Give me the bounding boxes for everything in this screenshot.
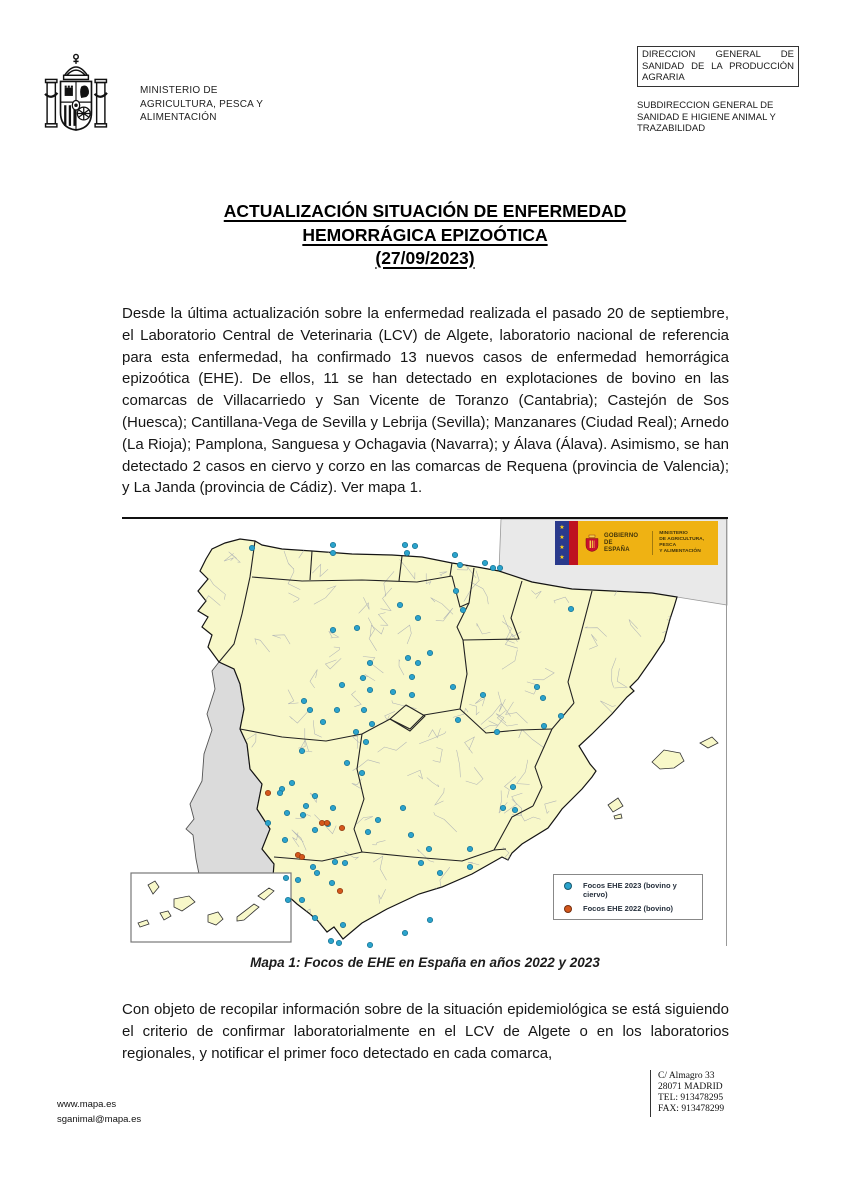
government-banner: [555, 521, 718, 565]
text-line: SUBDIRECCION GENERAL DE: [637, 100, 774, 111]
focus-2023-dot: [490, 565, 495, 570]
focus-2023-dot: [412, 543, 417, 548]
focus-2022-dot: [339, 825, 344, 830]
comarca-line: [609, 856, 618, 868]
focus-2023-dot: [330, 550, 335, 555]
focus-2023-dot: [285, 897, 290, 902]
text-line: ALIMENTACIÓN: [140, 112, 217, 123]
focus-2023-dot: [361, 707, 366, 712]
focus-2023-dot: [312, 827, 317, 832]
comarca-line: [470, 915, 494, 926]
focus-2023-dot: [300, 812, 305, 817]
focus-2023-dot: [307, 707, 312, 712]
text-line: 28071 MADRID: [658, 1082, 723, 1092]
focus-2023-dot: [480, 692, 485, 697]
focus-2023-dot: [427, 917, 432, 922]
comarca-line: [607, 730, 615, 740]
focus-2023-dot: [282, 837, 287, 842]
focus-2023-dot: [329, 880, 334, 885]
focus-2023-dot: [404, 550, 409, 555]
direccion-general-box: [637, 46, 799, 87]
focus-2022-dot: [337, 888, 342, 893]
focus-2023-dot: [342, 860, 347, 865]
focus-2023-dot: [277, 790, 282, 795]
focus-2023-dot: [453, 588, 458, 593]
focus-2023-dot: [397, 602, 402, 607]
spain-foci-map: [122, 519, 728, 951]
focus-2023-dot: [312, 915, 317, 920]
focus-2023-dot: [390, 689, 395, 694]
focus-2023-dot: [415, 615, 420, 620]
focus-2023-dot: [332, 859, 337, 864]
comarca-line: [651, 692, 665, 715]
focus-2023-dot: [455, 717, 460, 722]
comarca-line: [509, 855, 523, 879]
comarca-line: [496, 876, 502, 888]
comarca-line: [299, 933, 308, 947]
focus-2023-dot: [452, 552, 457, 557]
comarca-line: [625, 844, 637, 854]
ministerio-wordmark: [652, 531, 718, 555]
legend-label-2022: Focos EHE 2022 (bovino): [583, 904, 674, 913]
focus-2023-dot: [450, 684, 455, 689]
comarca-line: [379, 934, 388, 943]
focus-2023-dot: [418, 860, 423, 865]
text-line: TEL: 913478295: [658, 1093, 724, 1103]
focus-2023-dot: [344, 760, 349, 765]
focus-2022-dot: [299, 854, 304, 859]
comarca-line: [552, 923, 572, 938]
text-line: FAX: 913478299: [658, 1104, 725, 1114]
banner-main: [578, 521, 718, 565]
focus-2023-dot: [558, 713, 563, 718]
text-line: AGRARIA: [642, 72, 685, 83]
focus-2023-dot: [314, 870, 319, 875]
address-block: [650, 1070, 724, 1117]
eu-star-icon: ★: [559, 545, 565, 551]
focus-2023-dot: [359, 770, 364, 775]
closing-paragraph: Con objeto de recopilar información sobre de la situación epidemiológica se está siguiendo el criterio de confirmar laboratorialmente en el LCV de Algete o en los laboratorios regionales, y notificar el primer foco detectado en cada comarca,: [122, 1001, 729, 1062]
comarca-line: [631, 820, 644, 834]
focus-2023-dot: [365, 829, 370, 834]
focus-2023-dot: [334, 707, 339, 712]
focus-2023-dot: [460, 607, 465, 612]
focus-2023-dot: [363, 739, 368, 744]
focus-2023-dot: [540, 695, 545, 700]
comarca-line: [483, 889, 500, 903]
flag-red-strip: [569, 521, 578, 565]
focus-2023-dot: [330, 805, 335, 810]
comarca-line: [637, 790, 654, 792]
eu-star-icon: ★: [559, 555, 565, 561]
comarca-line: [616, 820, 629, 831]
focus-2023-dot: [400, 805, 405, 810]
focus-2023-dot: [405, 655, 410, 660]
spain-coat-of-arms-logo: [44, 50, 108, 146]
focus-2023-dot: [510, 784, 515, 789]
focus-2023-dot: [494, 729, 499, 734]
focus-2023-dot: [467, 864, 472, 869]
focus-2023-dot: [284, 810, 289, 815]
subdireccion-text: [637, 100, 812, 135]
comarca-line: [453, 920, 470, 928]
focus-2023-dot: [299, 748, 304, 753]
focus-2023-dot: [339, 682, 344, 687]
focus-2023-dot: [408, 832, 413, 837]
legend-dot-2023-icon: [564, 882, 572, 890]
comarca-line: [495, 887, 504, 900]
text-line: MINISTERIO: [659, 531, 688, 536]
map-figure: [122, 517, 728, 951]
comarca-line: [462, 924, 475, 944]
focus-2023-dot: [303, 803, 308, 808]
focus-2023-dot: [330, 542, 335, 547]
text-line: DIRECCION GENERAL DE: [642, 49, 794, 60]
legend-label-2023: Focos EHE 2023 (bovino y ciervo): [583, 881, 677, 899]
focus-2023-dot: [320, 719, 325, 724]
focus-2023-dot: [402, 930, 407, 935]
focus-2023-dot: [289, 780, 294, 785]
focus-2022-dot: [319, 820, 324, 825]
comarca-line: [643, 728, 661, 749]
canary-islands-inset: [131, 873, 291, 942]
document-title: [122, 200, 728, 271]
text-line: (27/09/2023): [375, 248, 475, 268]
focus-2023-dot: [310, 864, 315, 869]
comarca-line: [660, 656, 672, 664]
intro-paragraph: Desde la última actualización sobre la enfermedad realizada el pasado 20 de septiembre, el Laboratorio Central de Veterinaria (LCV) de Algete, laboratorio nacional de referencia para esta enfermedad, ha confirmado 13 nuevos casos de enfermedad hemorrágica epizoótica (EHE). De ellos, 11 se han detectado en explotaciones de bovino en las comarcas de Villacarriedo y San Vicente de Toranzo (Cantabria); Castejón de Sos (Huesca); Cantillana-Vega de Sevilla y Lebrija (Sevilla); Manzanares (Ciudad Real); Arnedo (La Rioja); Pamplona, Sanguesa y Ochagavia (Navarra); y Álava (Álava). Asimismo, se han detectado 2 casos en ciervo y corzo en las comarcas de Requena (provincia de Valencia); y La Janda (provincia de Cádiz). Ver mapa 1.: [122, 305, 729, 497]
focus-2023-dot: [568, 606, 573, 611]
text-line: MINISTERIO DE: [140, 85, 218, 96]
focus-2023-dot: [328, 938, 333, 943]
focus-2023-dot: [500, 805, 505, 810]
focus-2023-dot: [534, 684, 539, 689]
text-line: C/ Almagro 33: [658, 1071, 715, 1081]
comarca-line: [649, 728, 663, 739]
text-line: AGRICULTURA, PESCA Y: [140, 98, 264, 110]
focus-2023-dot: [301, 698, 306, 703]
ministry-name: [140, 84, 263, 125]
focus-2023-dot: [265, 820, 270, 825]
focus-2022-dot: [324, 820, 329, 825]
comarca-line: [565, 838, 584, 871]
focus-2023-dot: [249, 545, 254, 550]
focus-2023-dot: [299, 897, 304, 902]
text-line: HEMORRÁGICA EPIZOÓTICA: [302, 224, 548, 245]
comarca-line: [669, 629, 677, 643]
comarca-line: [664, 849, 680, 872]
focus-2023-dot: [367, 942, 372, 947]
gobierno-wordmark: [604, 533, 638, 554]
comarca-line: [529, 869, 552, 878]
email-link[interactable]: sganimal@mapa.es: [57, 1114, 142, 1125]
text-line: SANIDAD E HIGIENE ANIMAL Y: [637, 111, 776, 123]
focus-2023-dot: [402, 542, 407, 547]
focus-2023-dot: [409, 674, 414, 679]
comarca-line: [644, 818, 655, 837]
comarca-line: [632, 803, 635, 826]
website-link[interactable]: www.mapa.es: [57, 1099, 117, 1110]
focus-2023-dot: [541, 723, 546, 728]
text-line: GOBIERNO: [603, 532, 639, 539]
comarca-line: [579, 801, 602, 816]
focus-2023-dot: [354, 625, 359, 630]
footer-links: [57, 1097, 141, 1127]
legend-dot-2022-icon: [564, 905, 572, 913]
focus-2023-dot: [427, 650, 432, 655]
balearic-islands: [608, 737, 718, 819]
legend-item-2023: [564, 881, 696, 899]
comarca-line: [522, 888, 532, 898]
text-line: TRAZABILIDAD: [637, 123, 706, 134]
focus-2023-dot: [295, 877, 300, 882]
text-line: ACTUALIZACIÓN SITUACIÓN DE ENFERMEDAD: [223, 201, 627, 221]
focus-2023-dot: [409, 692, 414, 697]
comarca-line: [573, 853, 581, 857]
focus-2023-dot: [457, 562, 462, 567]
eu-star-icon: ★: [559, 525, 565, 531]
comarca-line: [621, 734, 635, 742]
comarca-line: [657, 663, 669, 673]
focus-2023-dot: [497, 565, 502, 570]
focus-2023-dot: [369, 721, 374, 726]
focus-2023-dot: [312, 793, 317, 798]
focus-2023-dot: [283, 875, 288, 880]
comarca-line: [592, 793, 603, 808]
text-line: DE AGRICULTURA, PESCA: [659, 537, 705, 548]
legend-item-2022: [564, 904, 696, 913]
focus-2023-dot: [437, 870, 442, 875]
focus-2023-dot: [375, 817, 380, 822]
focus-2023-dot: [360, 675, 365, 680]
focus-2023-dot: [426, 846, 431, 851]
eu-star-icon: ★: [559, 535, 565, 541]
focus-2023-dot: [353, 729, 358, 734]
focus-2023-dot: [512, 807, 517, 812]
comarca-line: [672, 727, 701, 743]
comarca-line: [502, 883, 531, 906]
comarca-line: [435, 888, 441, 915]
text-line: SANIDAD DE LA PRODUCCIÓN: [642, 60, 794, 72]
focus-2023-dot: [467, 846, 472, 851]
focus-2023-dot: [340, 922, 345, 927]
focus-2023-dot: [367, 687, 372, 692]
text-line: DE ESPAÑA: [603, 539, 630, 553]
focus-2022-dot: [265, 790, 270, 795]
focus-2023-dot: [482, 560, 487, 565]
map-caption: Mapa 1: Focos de EHE en España en años 2022 y 2023: [250, 955, 600, 970]
focus-2023-dot: [367, 660, 372, 665]
comarca-line: [408, 906, 418, 924]
map-legend: [553, 874, 703, 920]
text-line: Y ALIMENTACIÓN: [659, 549, 701, 554]
focus-2023-dot: [415, 660, 420, 665]
eu-flag-strip: [555, 521, 569, 565]
focus-2023-dot: [336, 940, 341, 945]
banner-coat-of-arms-icon: [585, 534, 599, 553]
focus-2023-dot: [330, 627, 335, 632]
comarca-line: [493, 897, 510, 901]
